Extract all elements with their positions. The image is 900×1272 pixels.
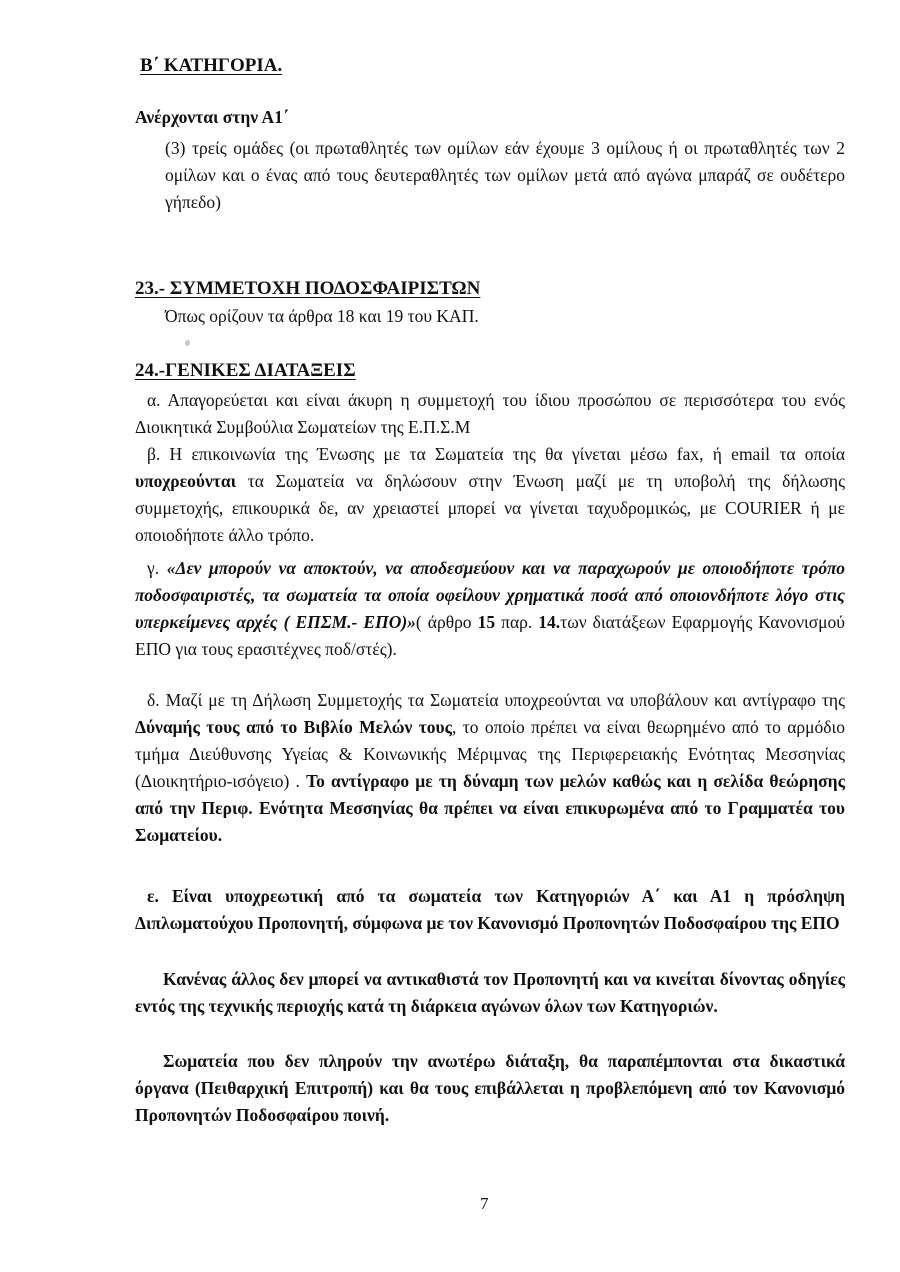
clause-c-text-1: ( άρθρο (415, 612, 478, 632)
clause-c-article-num: 15 (477, 612, 496, 632)
promotion-paragraph: (3) τρείς ομάδες (οι πρωταθλητές των ομίλων εάν έχουμε 3 ομίλους ή οι πρωταθλητές των 2 ομίλων και ο ένας από τους δευτεραθλητές των ομίλων μετά από αγώνα μπαράζ σε ουδέτερο γήπεδο) (165, 138, 845, 212)
scan-speck (185, 340, 190, 346)
clause-e-paragraph-2 (135, 966, 845, 1020)
category-heading: Β΄ ΚΑΤΗΓΟΡΙΑ. (140, 55, 283, 76)
clause-d-text-2: , το οποίο πρέπει να είναι θεωρημένο από το αρμόδιο τμήμα Διεύθυνσης Υγείας & Κοινωνικής Μέριμνας της Περιφερειακής Ενότητας Μεσσηνίας (Διοικητήριο-ισόγειο) . (135, 717, 845, 791)
clause-b-text-1: β. Η επικοινωνία της Ένωσης με τα Σωματεία της θα γίνεται μέσω fax, ή email τα οποία (147, 444, 845, 464)
clause-a (135, 387, 845, 441)
clause-c-bold-italic: «Δεν μπορούν να αποκτούν, να αποδεσμεύουν και να παραχωρούν με οποιοδήποτε τρόπο ποδοσφαιριστές, τα σωματεία τα οποία οφείλουν χρηματικά ποσά από οποιονδήποτε λόγο στις υπερκείμενες αρχές ( ΕΠΣΜ.- ΕΠΟ)» (135, 558, 845, 632)
clause-c-text-3: των διατάξεων Εφαρμογής Κανονισμού ΕΠΟ για τους ερασιτέχνες ποδ/στές). (135, 612, 845, 659)
clause-e (135, 883, 845, 937)
section-23-heading: 23.- ΣΥΜΜΕΤΟΧΗ ΠΟΔΟΣΦΑΙΡΙΣΤΩΝ (135, 278, 481, 299)
clause-e-paragraph-2-text: Κανένας άλλος δεν μπορεί να αντικαθιστά τον Προπονητή και να κινείται δίνοντας οδηγίες εντός της τεχνικής περιοχής κατά τη διάρκεια αγώνων όλων των Κατηγοριών. (135, 969, 845, 1016)
section-23-paragraph: Όπως ορίζουν τα άρθρα 18 και 19 του ΚΑΠ. (165, 306, 479, 326)
section-24-heading: 24.-ΓΕΝΙΚΕΣ ΔΙΑΤΑΞΕΙΣ (135, 360, 356, 381)
clause-d-bold-2: Το αντίγραφο με τη δύναμη των μελών καθώς και η σελίδα θεώρησης από την Περιφ. Ενότητα Μεσσηνίας θα πρέπει να είναι επικυρωμένα από το Γραμματέα του Σωματείου. (135, 771, 845, 845)
clause-d-bold-1: Δύναμής τους από το Βιβλίο Μελών τους (135, 717, 452, 737)
clause-b-text-2: τα Σωματεία να δηλώσουν στην Ένωση μαζί με τη υποβολή της δήλωσης συμμετοχής, επικουρικά δε, αν χρειαστεί μπορεί να γίνεται ταχυδρομικώς, με COURIER ή με οποιοδήποτε άλλο τρόπο. (135, 471, 845, 545)
clause-c-label: γ. (147, 558, 167, 578)
page-number: 7 (480, 1194, 489, 1213)
clause-c-text-2: παρ. (495, 612, 539, 632)
clause-b (135, 441, 845, 549)
clause-e-paragraph-3-text: Σωματεία που δεν πληρούν την ανωτέρω διάταξη, θα παραπέμπονται στα δικαστικά όργανα (Πειθαρχική Επιτροπή) και θα τους επιβάλλεται η προβλεπόμενη από τον Κανονισμό Προπονητών Ποδοσφαίρου ποινή. (135, 1051, 845, 1125)
clause-b-bold: υποχρεούνται (135, 471, 237, 491)
clause-c-par-num: 14. (538, 612, 561, 632)
promotion-heading: Ανέρχονται στην Α1΄ (135, 107, 289, 127)
clause-e-paragraph-3 (135, 1048, 845, 1129)
clause-d-text-1: δ. Μαζί με τη Δήλωση Συμμετοχής τα Σωματεία υποχρεούνται να υποβάλουν και αντίγραφο της (147, 690, 845, 710)
clause-e-text: ε. Είναι υποχρεωτική από τα σωματεία των Κατηγοριών Α΄ και Α1 η πρόσληψη Διπλωματούχου Προπονητή, σύμφωνα με τον Κανονισμό Προπονητών Ποδοσφαίρου της ΕΠΟ (135, 886, 845, 933)
clause-c (135, 555, 845, 663)
clause-a-text: α. Απαγορεύεται και είναι άκυρη η συμμετοχή του ίδιου προσώπου σε περισσότερα του ενός Διοικητικά Συμβούλια Σωματείων της Ε.Π.Σ.Μ (135, 390, 845, 437)
clause-d (135, 687, 845, 849)
